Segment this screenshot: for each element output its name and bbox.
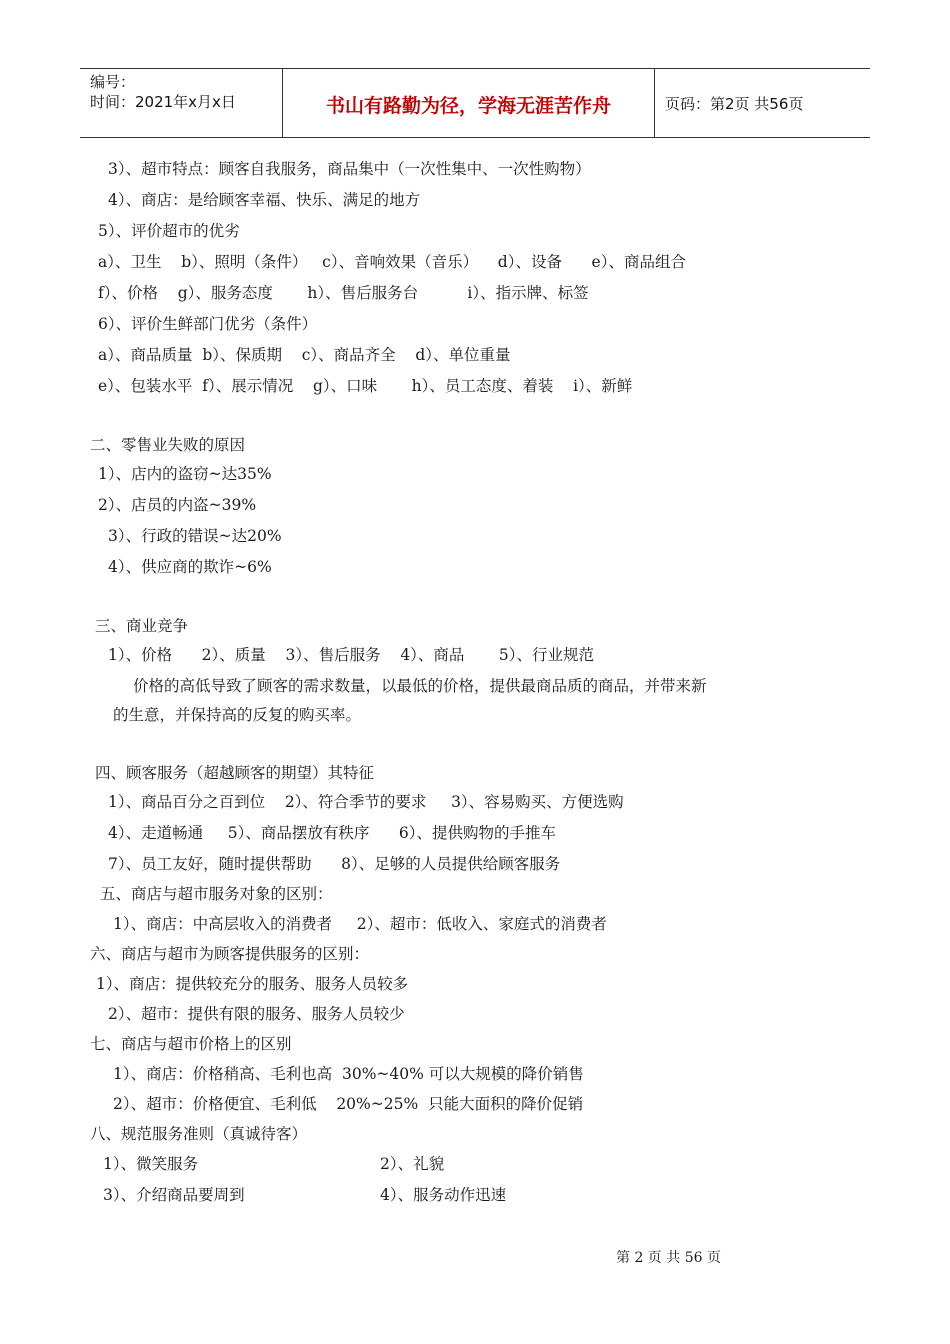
text-line: 1）、店内的盗窃~达35% xyxy=(98,465,272,483)
text-line: a）、商品质量 b）、保质期 c）、商品齐全 d）、单位重量 xyxy=(98,346,511,364)
text-line: 1）、商品百分之百到位 2）、符合季节的要求 3）、容易购买、方便选购 xyxy=(108,793,624,811)
text-line: 的生意，并保持高的反复的购买率。 xyxy=(113,706,362,724)
page-info: 页码：第2页 共56页 xyxy=(665,95,804,113)
text-line: 5）、评价超市的优劣 xyxy=(98,222,240,240)
text-line: 六、商店与超市为顾客提供服务的区别： xyxy=(90,945,370,963)
text-line: 4）、走道畅通 5）、商品摆放有秩序 6）、提供购物的手推车 xyxy=(108,824,557,842)
text-line: 4）、商店：是给顾客幸福、快乐、满足的地方 xyxy=(108,191,421,209)
text-line: 2）、超市：价格便宜、毛利低 20%~25% 只能大面积的降价促销 xyxy=(113,1095,584,1113)
header-motto-cell xyxy=(283,69,655,137)
header-page-cell xyxy=(655,69,870,137)
text-line: 四、顾客服务（超越顾客的期望）其特征 xyxy=(95,764,375,782)
text-line: 7）、员工友好，随时提供帮助 8）、足够的人员提供给顾客服务 xyxy=(108,855,561,873)
text-line: 价格的高低导致了顾客的需求数量，以最低的价格，提供最商品质的商品，并带来新 xyxy=(133,677,707,695)
header-meta-cell xyxy=(80,69,283,137)
text-line: 3）、行政的错误~达20% xyxy=(108,527,282,545)
text-line: 五、商店与超市服务对象的区别： xyxy=(100,885,333,903)
document-header xyxy=(80,68,870,138)
text-line: 1）、商店：中高层收入的消费者 2）、超市：低收入、家庭式的消费者 xyxy=(113,915,607,933)
page-footer: 第 2 页 共 56 页 xyxy=(616,1250,721,1266)
text-line: 6）、评价生鲜部门优劣（条件） xyxy=(98,315,318,333)
text-line: 八、规范服务准则（真诚待客） xyxy=(90,1125,308,1143)
time-label: 时间：2021年x月x日 xyxy=(90,93,236,111)
text-line: 3）、介绍商品要周到 xyxy=(103,1186,245,1204)
number-label: 编号： xyxy=(90,73,136,91)
text-line: 4）、服务动作迅速 xyxy=(380,1186,507,1204)
text-line: e）、包装水平 f）、展示情况 g）、口味 h）、员工态度、着装 i）、新鲜 xyxy=(98,377,633,395)
text-line: 4）、供应商的欺诈~6% xyxy=(108,558,272,576)
text-line: a）、卫生 b）、照明（条件） c）、音响效果（音乐） d）、设备 e）、商品组合 xyxy=(98,253,686,271)
text-line: 1）、价格 2）、质量 3）、售后服务 4）、商品 5）、行业规范 xyxy=(108,646,595,664)
text-line: 二、零售业失败的原因 xyxy=(90,436,246,454)
text-line: 2）、店员的内盗~39% xyxy=(98,496,257,514)
motto-text: 书山有路勤为径，学海无涯苦作舟 xyxy=(325,95,611,117)
text-line: f）、价格 g）、服务态度 h）、售后服务台 i）、指示牌、标签 xyxy=(98,284,589,302)
text-line: 1）、微笑服务 xyxy=(103,1155,199,1173)
text-line: 七、商店与超市价格上的区别 xyxy=(90,1035,292,1053)
text-line: 1）、商店：价格稍高、毛利也高 30%~40% 可以大规模的降价销售 xyxy=(113,1065,584,1083)
text-line: 2）、超市：提供有限的服务、服务人员较少 xyxy=(108,1005,405,1023)
text-line: 三、商业竞争 xyxy=(95,617,189,635)
text-line: 1）、商店：提供较充分的服务、服务人员较多 xyxy=(96,975,409,993)
text-line: 2）、礼貌 xyxy=(380,1155,445,1173)
text-line: 3）、超市特点：顾客自我服务，商品集中（一次性集中、一次性购物） xyxy=(108,160,591,178)
